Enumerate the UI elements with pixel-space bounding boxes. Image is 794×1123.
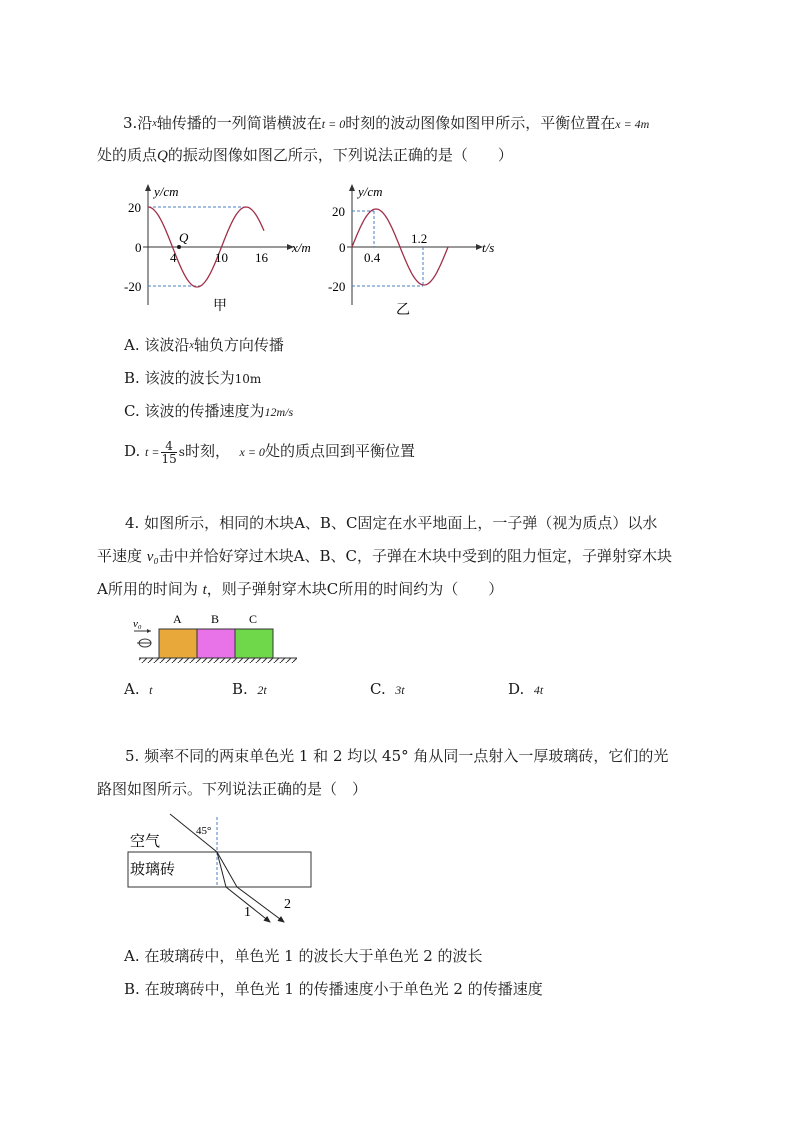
y-tick-0: 0: [135, 240, 142, 255]
ray-1-label: 1: [244, 905, 251, 920]
q4-stem-line3: A所用的时间为 t，则子弹射穿木块C所用的时间约为（ ）: [97, 580, 504, 598]
caption-jia: 甲: [213, 299, 227, 314]
q5-option-a[interactable]: A. 在玻璃砖中，单色光 1 的波长大于单色光 2 的波长: [124, 947, 483, 965]
v0-label: v₀: [133, 618, 142, 630]
q3-stem-line1: 3.沿x轴传播的一列简谐横波在t = 0时刻的波动图像如图甲所示，平衡位置在x = 4m: [123, 114, 650, 132]
bullet-blocks-figure: [125, 608, 305, 668]
q3-option-b[interactable]: B. 该波的波长为10m: [124, 369, 262, 387]
refraction-figure: [120, 812, 320, 932]
wave-graph-jia: [118, 180, 328, 315]
q4-option-b[interactable]: B. 2t: [232, 680, 267, 698]
t-tick-1.2: 1.2: [411, 231, 428, 246]
q3-option-c[interactable]: C. 该波的传播速度为12m/s: [124, 402, 294, 420]
y-label: y/cm: [358, 184, 383, 199]
t-tick-0.4: 0.4: [364, 250, 381, 265]
y-tick-20: 20: [332, 204, 345, 219]
vibration-graph-yi: [322, 180, 512, 320]
caption-yi: 乙: [396, 303, 410, 318]
q3-stem-line2: 处的质点Q的振动图像如图乙所示，下列说法正确的是（ ）: [97, 146, 513, 164]
q4-options: [124, 679, 604, 699]
q4-stem-line2: 平速度 v₀击中并恰好穿过木块A、B、C，子弹在木块中受到的阻力恒定，子弹射穿木块: [97, 547, 673, 565]
y-tick-minus20: -20: [124, 279, 142, 294]
q4-option-d[interactable]: D. 4t: [508, 680, 544, 698]
ray-1-inside: [217, 852, 226, 887]
q-label: Q: [179, 230, 189, 245]
q4-option-a[interactable]: A. t: [124, 680, 153, 698]
t-label: t/s: [482, 240, 495, 255]
y-label: y/cm: [154, 184, 179, 199]
q3-option-a[interactable]: A. 该波沿x轴负方向传播: [124, 336, 284, 354]
x-label: x/m: [292, 240, 311, 255]
q4-option-c[interactable]: C. 3t: [370, 680, 405, 698]
point-q: [177, 245, 181, 249]
ray-2-label: 2: [284, 897, 291, 912]
x-tick-4: 4: [170, 250, 177, 265]
label-a: A: [173, 612, 182, 626]
glass-label: 玻璃砖: [130, 862, 176, 878]
block-a: [159, 629, 197, 658]
q3-option-d[interactable]: D. t = $\frac{4}{15}$ s时刻， x = 0处的质点回到平衡位置: [124, 438, 415, 466]
label-b: B: [211, 612, 220, 626]
q5-stem-line1: 5. 频率不同的两束单色光 1 和 2 均以 45° 角从同一点射入一厚玻璃砖，它们的光: [125, 747, 669, 765]
x-tick-16: 16: [255, 250, 268, 265]
block-b: [197, 629, 235, 658]
y-tick-minus20: -20: [328, 279, 346, 294]
angle-label: 45°: [196, 825, 212, 837]
y-tick-0: 0: [339, 240, 346, 255]
q4-stem-line1: 4. 如图所示，相同的木块A、B、C固定在水平地面上，一子弹（视为质点）以水: [125, 514, 658, 532]
label-c: C: [249, 612, 258, 626]
q5-option-b[interactable]: B. 在玻璃砖中，单色光 1 的传播速度小于单色光 2 的传播速度: [124, 980, 543, 998]
fraction-4-15: $\frac{4}{15}$: [161, 438, 177, 466]
block-c: [235, 629, 273, 658]
q5-stem-line2: 路图如图所示。下列说法正确的是（ ）: [97, 780, 368, 798]
air-label: 空气: [130, 834, 161, 850]
ray-2-inside: [217, 852, 237, 887]
y-tick-20: 20: [128, 200, 141, 215]
x-tick-10: 10: [215, 250, 228, 265]
